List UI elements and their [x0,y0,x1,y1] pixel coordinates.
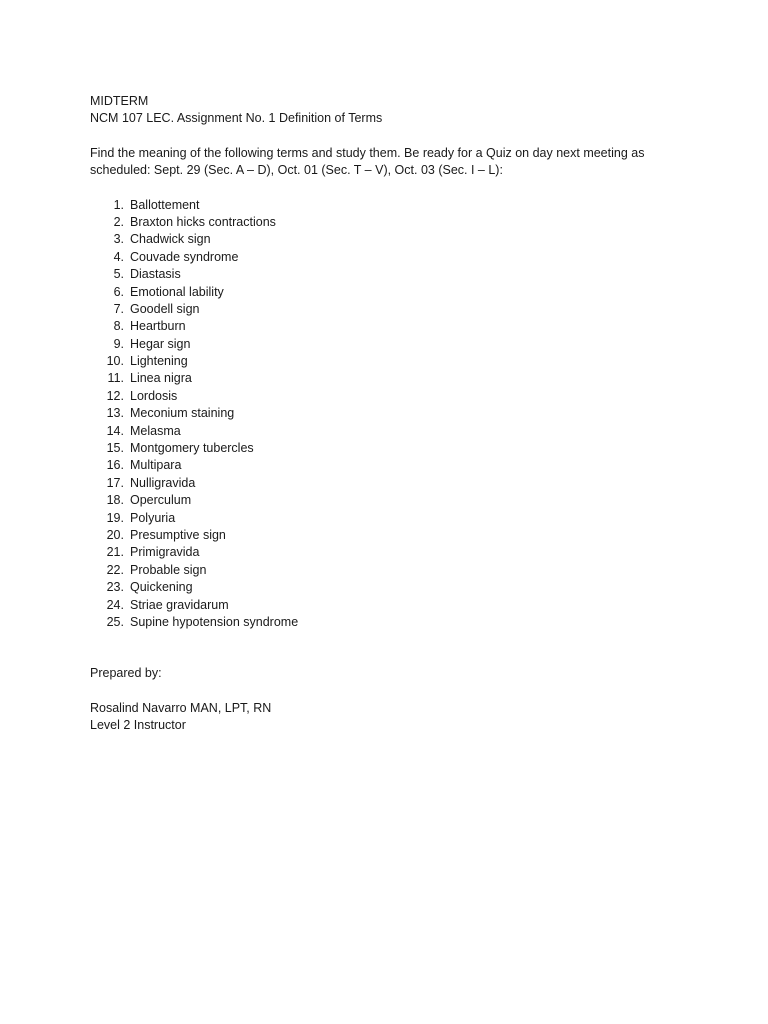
list-item-term: Nulligravida [130,475,196,490]
list-item-term: Supine hypotension syndrome [130,614,299,629]
list-item-term: Multipara [130,458,182,473]
list-item-number: 7. [113,301,124,316]
list-item-term: Montgomery tubercles [130,441,254,456]
list-item [90,440,690,457]
list-item [90,544,690,561]
list-item [90,266,690,283]
list-item-number: 8. [113,319,124,334]
list-item [90,457,690,474]
terms-list [90,197,690,632]
list-item [90,318,690,335]
list-item-number: 4. [113,249,124,264]
list-item-number: 20. [106,527,124,542]
list-item-number: 21. [106,545,124,560]
list-item [90,562,690,579]
author-position: Level 2 Instructor [90,718,186,733]
list-item-term: Lordosis [130,388,178,403]
list-item-number: 25. [106,614,124,629]
list-item [90,353,690,370]
list-item [90,370,690,387]
list-item-number: 12. [106,388,124,403]
list-item-number: 15. [106,441,124,456]
list-item-term: Presumptive sign [130,527,226,542]
list-item [90,527,690,544]
list-item-term: Heartburn [130,319,186,334]
list-item [90,423,690,440]
doc-heading: MIDTERM [90,94,149,108]
list-item [90,197,690,214]
list-item-number: 2. [113,214,124,229]
list-item [90,475,690,492]
list-item [90,336,690,353]
instructions-line-2: scheduled: Sept. 29 (Sec. A – D), Oct. 01 (Sec. T – V), Oct. 03 (Sec. I – L): [90,163,503,178]
list-item-number: 5. [113,267,124,282]
list-item-number: 24. [106,597,124,612]
prepared-by-label: Prepared by: [90,666,162,681]
list-item-term: Couvade syndrome [130,249,239,264]
list-item-term: Primigravida [130,545,200,560]
list-item [90,284,690,301]
list-item [90,405,690,422]
document-page [90,93,690,735]
instructions-line-1: Find the meaning of the following terms and study them. Be ready for a Quiz on day next meeting as [90,145,645,160]
list-item-term: Meconium staining [130,406,235,421]
list-item-term: Emotional lability [130,284,224,299]
list-item [90,492,690,509]
list-item-term: Striae gravidarum [130,597,229,612]
list-item-term: Quickening [130,580,193,595]
list-item-number: 14. [106,423,124,438]
list-item-number: 3. [113,232,124,247]
list-item-number: 10. [106,354,124,369]
list-item-term: Hegar sign [130,336,191,351]
list-item-term: Braxton hicks contractions [130,214,276,229]
list-item-term: Goodell sign [130,301,200,316]
assignment-title: NCM 107 LEC. Assignment No. 1 Definition of Terms [90,111,383,126]
list-item-term: Operculum [130,493,192,508]
list-item-number: 13. [106,406,124,421]
list-item-number: 22. [106,562,124,577]
list-item-number: 17. [106,475,124,490]
list-item [90,597,690,614]
list-item [90,510,690,527]
list-item-term: Linea nigra [130,371,192,386]
list-item-number: 19. [106,510,124,525]
list-item-term: Chadwick sign [130,232,211,247]
list-item-number: 6. [113,284,124,299]
list-item-number: 23. [106,580,124,595]
list-item [90,388,690,405]
list-item-number: 18. [106,493,124,508]
list-item-term: Diastasis [130,267,181,282]
list-item-number: 9. [113,336,124,351]
list-item-term: Melasma [130,423,181,438]
list-item-term: Probable sign [130,562,207,577]
list-item-number: 11. [107,371,124,386]
list-item-number: 1. [113,197,124,212]
list-item [90,249,690,266]
list-item [90,301,690,318]
author-name: Rosalind Navarro MAN, LPT, RN [90,700,272,715]
list-item [90,231,690,248]
list-item [90,579,690,596]
list-item-term: Polyuria [130,510,176,525]
list-item [90,614,690,631]
list-item-term: Lightening [130,354,188,369]
list-item-number: 16. [106,458,124,473]
list-item [90,214,690,231]
list-item-term: Ballottement [130,197,200,212]
